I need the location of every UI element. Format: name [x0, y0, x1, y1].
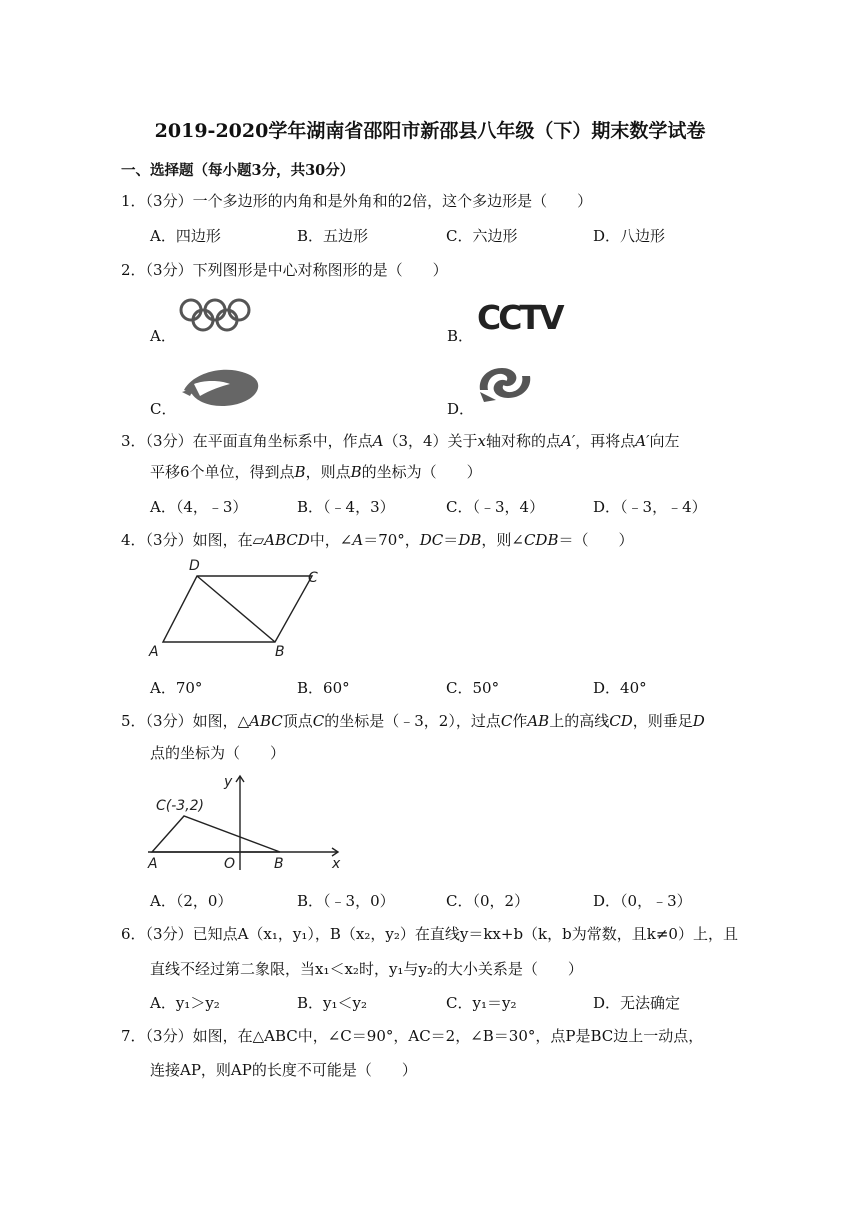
question-6-line-1: 6．（3分）已知点A（x₁，y₁），B（x₂，y₂）在直线y＝kx+b（k，b为常数，且k≠0）上，且 [121, 925, 738, 943]
q3-option-d: D．（﹣3，﹣4） [593, 498, 707, 516]
diagonal-db [197, 576, 275, 642]
label-a: A [149, 644, 159, 660]
q4-option-d: D．40° [593, 679, 647, 697]
q5-option-a: A．（2，0） [150, 892, 233, 910]
question-4-stem: 4．（3分）如图，在▱ABCD中，∠A＝70°，DC＝DB，则∠CDB＝（ ） [121, 531, 634, 549]
question-7-line-2: 连接AP，则AP的长度不可能是（ ） [150, 1061, 417, 1079]
q3-option-b: B．（﹣4，3） [297, 498, 395, 516]
spiral-logo [474, 360, 536, 406]
question-5-line-1: 5．（3分）如图，△ABC顶点C的坐标是（﹣3，2），过点C作AB上的高线CD，则垂足D [121, 712, 705, 730]
q5-option-d: D．（0，﹣3） [593, 892, 692, 910]
q3-option-c: C．（﹣3，4） [446, 498, 545, 516]
q6-option-a: A．y₁＞y₂ [150, 994, 220, 1012]
q2-label-a: A． [150, 327, 176, 345]
coordinate-triangle-figure [146, 770, 346, 872]
label-c: C [308, 570, 318, 586]
q5-option-b: B．（﹣3，0） [297, 892, 395, 910]
question-1-stem: 1．（3分）一个多边形的内角和是外角和的2倍，这个多边形是（ ） [121, 192, 593, 210]
label-o: O [224, 856, 236, 872]
label-d: D [189, 558, 200, 574]
q2-label-d: D． [447, 400, 475, 418]
q6-option-d: D．无法确定 [593, 994, 681, 1012]
question-3-line-1: 3．（3分）在平面直角坐标系中，作点A（3，4）关于x轴对称的点A′，再将点A′向左 [121, 432, 680, 450]
question-2-stem: 2．（3分）下列图形是中心对称图形的是（ ） [121, 261, 448, 279]
q4-option-a: A．70° [150, 679, 203, 697]
label-b: B [275, 644, 285, 660]
triangle-abc [152, 816, 280, 852]
page-title: 2019-2020学年湖南省邵阳市新邵县八年级（下）期末数学试卷 [154, 120, 706, 142]
q4-option-c: C．50° [446, 679, 500, 697]
q3-option-a: A．（4，﹣3） [150, 498, 248, 516]
q1-option-a: A．四边形 [150, 227, 221, 245]
q6-option-b: B．y₁＜y₂ [297, 994, 367, 1012]
label-y: y [224, 774, 233, 790]
question-6-line-2: 直线不经过第二象限，当x₁＜x₂时，y₁与y₂的大小关系是（ ） [150, 960, 583, 978]
parallelogram-figure [145, 556, 335, 662]
label-c-coord: C(-3,2) [156, 798, 205, 814]
label-a: A [148, 856, 158, 872]
q1-option-b: B．五边形 [297, 227, 369, 245]
cctv-logo-text: CCTV [477, 298, 562, 334]
question-3-line-2: 平移6个单位，得到点B，则点B的坐标为（ ） [150, 463, 482, 481]
q5-option-c: C．（0，2） [446, 892, 530, 910]
swoosh-logo [180, 362, 262, 410]
q2-label-b: B． [447, 327, 474, 345]
cctv-logo [475, 298, 565, 334]
label-x: x [332, 856, 341, 872]
question-7-line-1: 7．（3分）如图，在△ABC中，∠C＝90°，AC＝2，∠B＝30°，点P是BC边上一动点， [121, 1027, 704, 1045]
q2-label-c: C． [150, 400, 177, 418]
parallelogram-abcd [163, 576, 312, 642]
label-b: B [274, 856, 284, 872]
q1-option-d: D．八边形 [593, 227, 666, 245]
q6-option-c: C．y₁＝y₂ [446, 994, 517, 1012]
question-5-line-2: 点的坐标为（ ） [150, 744, 286, 762]
q1-option-c: C．六边形 [446, 227, 518, 245]
olympic-rings-logo [178, 296, 254, 336]
q4-option-b: B．60° [297, 679, 350, 697]
section-heading: 一、选择题（每小题3分，共30分） [121, 162, 355, 179]
